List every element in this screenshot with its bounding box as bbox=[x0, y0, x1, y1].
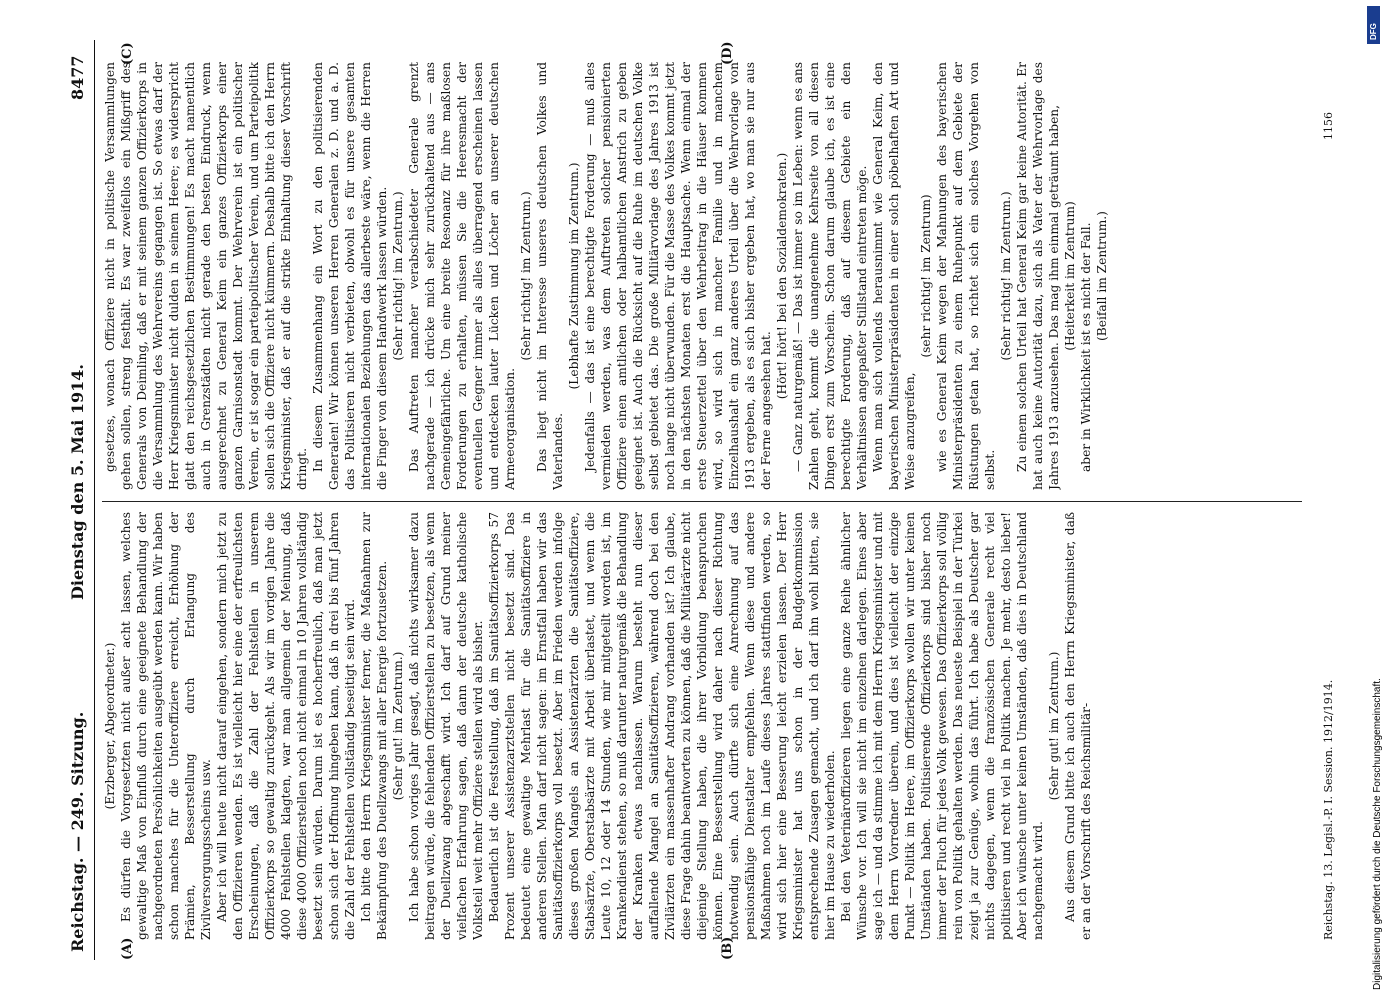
paragraph: — Ganz naturgemäß! — Das ist immer so im Leben: wenn es ans Zahlen geht, kommt die unangenehme Kehrseite von all diesen Dingen erst zum Vorschein. Schon darum glaube ich, es ist eine berechtigte Forderung, daß auf diesem Gebiete ein den Verhältnissen angepaßter Stillstand eintreten möge. bbox=[791, 62, 869, 490]
column-divider bbox=[102, 501, 1302, 502]
paragraph: In diesem Zusammenhang ein Wort zu den politisierenden Generalen! Wir können unseren Herren Generalen z. D. und a. D. das Politisieren nicht verbieten, obwohl es für unsere gesamten internationalen Beziehungen das allerbeste wäre, wenn die Herren die Finger von diesem Handwerk lassen würden. bbox=[311, 62, 389, 490]
paragraph: Wenn man sich vollends herausnimmt wie General Keim, den bayerischen Ministerpräsidenten in einer solch pöbelhaften Art und Weise anzugreifen, bbox=[871, 62, 917, 490]
interjection: (Sehr richtig! im Zentrum.) bbox=[391, 191, 405, 361]
dfg-logo-text: DFG bbox=[1369, 23, 1378, 40]
paragraph: Es dürfen die Vorgesetzten nicht außer acht lassen, welches gewaltige Maß von Einfluß durch eine geeignete Behandlung der nachgeordneten Persönlichkeiten ausgeübt werden kann. Wir haben schon manches für die Unteroffiziere erreicht, Erhöhung der Prämien, Besserstellung durch Erlangung des Zivilversorgungsscheins usw. bbox=[119, 512, 213, 940]
interjection: (Lebhafte Zustimmung im Zentrum.) bbox=[567, 162, 581, 390]
paragraph: Zu einem solchen Urteil hat General Keim gar keine Autorität. Er hat auch keine Autorität dazu, sich als Vater der Wehrvorlage des Jahres 1913 anzusehen. Das mag ihm einmal geträumt haben, bbox=[1015, 62, 1061, 490]
paragraph: Bedauerlich ist die Feststellung, daß im Sanitätsoffizierkorps 57 Prozent unserer Assistenzarztstellen nicht besetzt sind. Das bedeutet eine gewaltige Mehrlast für die Sanitätsoffiziere in anderen Stellen. Man darf nicht sagen: im Ernstfall haben wir das Sanitätsoffizierkorps voll besetzt. Aber im Frieden werden infolge dieses großen Mangels an Assistenzärzten die Sanitätsoffiziere, Stabsärzte, Oberstabsärzte mit Arbeit überlastet, und wenn die Leute 10, 12 oder 14 Stunden, wie mir mitgeteilt worden ist, im Krankendienst stehen, so muß darunter naturgemäß die Behandlung der Kranken etwas nachlassen. Warum besteht nun dieser auffallende Mangel an Sanitätsoffizieren, während doch bei den Zivilärzten ein massenhafter Andrang vorhanden ist? Ich glaube, diese Frage dahin beantworten zu können, daß die Militärärzte nicht diejenige Stellung haben, die ihrer Vorbildung beanspruchen können. Eine Besserstellung wird daher nach dieser Richtung notwendig sein. Auch dürfte sich eine Anrechnung auf das pensionsfähige Dienstalter empfehlen. Wenn diese und andere Maßnahmen noch im Laufe dieses Jahres stattfinden werden, so wird sich hier eine Besserung leicht erzielen lassen. Der Herr Kriegsminister hat uns schon in der Budgetkommission entsprechende Zusagen gemacht, und ich darf ihn wohl bitten, sie hier im Hause zu wiederholen. bbox=[487, 512, 837, 940]
interjection: (Hört! hört! bei den Sozialdemokraten.) bbox=[775, 152, 789, 400]
paragraph: Aus diesem Grund bitte ich auch den Herrn Kriegsminister, daß er an der Vorschrift des Reichsmilitär- bbox=[1063, 512, 1093, 940]
interjection: (Sehr richtig! im Zentrum.) bbox=[999, 191, 1013, 361]
paragraph: gesetzes, wonach Offiziere nicht in politische Versammlungen gehen sollen, streng festhält. Es war zweifellos ein Mißgriff des Generals von Deimling, daß er mit seinem ganzen Offizierkorps in die Versammlung des Wehrvereins gegangen ist. So etwas darf der Herr Kriegsminister nicht dulden in seinem Heere; es widerspricht glatt den reichsgesetzlichen Bestimmungen! Es macht namentlich auch in Grenzstädten nicht gerade den besten Eindruck, wenn ausgerechnet zu General Keim ein ganzes Offizierkorps einer ganzen Garnisonstadt kommt. Der Wehrverein ist ein politischer Verein, er ist sogar ein parteipolitischer Verein, und um Parteipolitik sollen sich die Offiziere nicht kümmern. Deshalb bitte ich den Herrn Kriegsminister, daß er auf die strikte Einhaltung dieser Vorschrift dringt. bbox=[103, 62, 309, 490]
margin-mark-c: (C) bbox=[120, 42, 135, 65]
running-header bbox=[60, 40, 95, 960]
footer-page-number: 1156 bbox=[1322, 112, 1335, 140]
interjection: (Beifall im Zentrum.) bbox=[1095, 211, 1109, 341]
paragraph: wie es General Keim wegen der Mahnungen des bayerischen Ministerpräsidenten zu einem Ruhepunkt auf dem Gebiete der Rüstungen getan hat, so richtet sich ein solches Vorgehen von selbst. bbox=[935, 62, 997, 490]
document-page bbox=[60, 40, 1350, 960]
paragraph: Ich habe schon voriges Jahr gesagt, daß nichts wirksamer dazu beitragen würde, die fehlenden Offizierstellen zu besetzen, als wenn der Duellzwang abgeschafft wird. Ich darf auf Grund meiner vielfachen Erfahrung sagen, daß dann der deutsche katholische Volksteil weit mehr Offiziere stellen wird als bisher. bbox=[407, 512, 485, 940]
right-column bbox=[102, 62, 1312, 490]
paragraph: Jedenfalls — das ist eine berechtigte Forderung — muß alles vermieden werden, was dem Auftreten solcher pensionierten Offiziere einen amtlichen oder halbamtlichen Anstrich zu geben geeignet ist. Auch die Rücksicht auf die Ruhe im deutschen Volke selbst gebietet das. Die große Militärvorlage des Jahres 1913 ist noch lange nicht überwunden. Für die Masse des Volkes kommt jetzt in den nächsten Monaten erst die Hauptsache. Wenn einmal der erste Steuerzettel über den Wehrbeitrag in die Häuser kommen wird, so wird sich in mancher Familie und in manchem Einzelhaushalt ein ganz anderes Urteil über die Wehrvorlage von 1913 ergeben, als es sich bisher ergeben hat, wo man sie nur aus der Ferne angesehen hat. bbox=[583, 62, 773, 490]
dfg-logo bbox=[1367, 6, 1380, 44]
header-date: Dienstag den 5. Mai 1914. bbox=[68, 364, 87, 600]
interjection: (Sehr richtig! im Zentrum.) bbox=[519, 191, 533, 361]
interjection: (Heiterkeit im Zentrum) bbox=[1063, 201, 1077, 351]
paragraph: Das Auftreten mancher verabschiedeter Generale grenzt nachgerade — ich drücke mich sehr zurückhaltend aus — ans Gemeingefährliche. Um eine breite Resonanz für ihre maßlosen Forderungen zu erhalten, müssen Sie die Heeresmacht der eventuellen Gegner immer als alles überragend erscheinen lassen und entdecken lauter Lücken und Löcher an unserer deutschen Armeeorganisation. bbox=[407, 62, 517, 490]
paragraph: Bei den Veterinäroffizieren liegen eine ganze Reihe ähnlicher Wünsche vor. Ich will sie nicht im einzelnen darlegen. Eines aber sage ich — und da stimme ich mit dem Herrn Kriegsminister und mit dem Herrn Vorredner überein, und dies ist vielleicht der einzige Punkt — Politik im Heere, im Offizierkorps wollen wir unter keinen Umständen haben. Politisierende Offizierkorps sind bisher noch immer der Fluch für jedes Volk gewesen. Das Offizierkorps soll völlig rein von Politik gehalten werden. Das neueste Beispiel in der Türkei zeigt ja zur Genüge, wohin das führt. Ich habe als Deutscher gar nichts dagegen, wenn die französischen Generale recht viel politisieren und recht viel in Politik machen. Je mehr, desto lieber! Aber ich wünsche unter keinen Umständen, daß dies in Deutschland nachgemacht wird. bbox=[839, 512, 1045, 940]
margin-mark-b: (B) bbox=[720, 936, 735, 960]
interjection: (Sehr gut! im Zentrum.) bbox=[391, 651, 405, 801]
interjection: (sehr richtig! im Zentrum) bbox=[919, 194, 933, 358]
paragraph: aber in Wirklichkeit ist es nicht der Fall. bbox=[1079, 222, 1093, 472]
paragraph: Das liegt nicht im Interesse unseres deutschen Volkes und Vaterlandes. bbox=[535, 62, 565, 490]
header-page-number: 8477 bbox=[68, 55, 87, 100]
footer-session: Reichstag. 13. Legisl.-P. I. Session. 1912/1914. bbox=[1322, 679, 1335, 940]
margin-mark-a: (A) bbox=[120, 937, 135, 960]
interjection: (Sehr gut! im Zentrum.) bbox=[1047, 651, 1061, 801]
paragraph: Ich bitte den Herrn Kriegsminister ferner, die Maßnahmen zur Bekämpfung des Duellzwangs mit aller Energie fortzusetzen. bbox=[359, 512, 389, 940]
speaker-line: (Erzberger, Abgeordneter.) bbox=[103, 642, 117, 810]
left-column bbox=[102, 512, 1312, 940]
margin-mark-d: (D) bbox=[720, 41, 735, 65]
digitization-note: Digitalisierung gefördert durch die Deutsche Forschungsgemeinschaft. bbox=[1372, 678, 1383, 990]
paragraph: Aber ich will heute nicht darauf eingehen, sondern mich jetzt zu den Offizieren wenden. Es ist vielleicht hier eine der erfreulichsten Erscheinungen, daß die Zahl der Fehlstellen in unserem Offizierkorps so gewaltig zurückgeht. Als wir im vorigen Jahre die 4000 Fehlstellen klagten, war man allgemein der Meinung, daß diese 4000 Offizierstellen noch nicht einmal in 10 Jahren vollständig besetzt sein würden. Darum ist es hocherfreulich, daß man jetzt schon sich der Hoffnung hingeben kann, daß in drei bis fünf Jahren die Zahl der Fehlstellen vollständig beseitigt sein wird. bbox=[215, 512, 357, 940]
header-left: Reichstag. — 249. Sitzung. bbox=[68, 711, 87, 952]
